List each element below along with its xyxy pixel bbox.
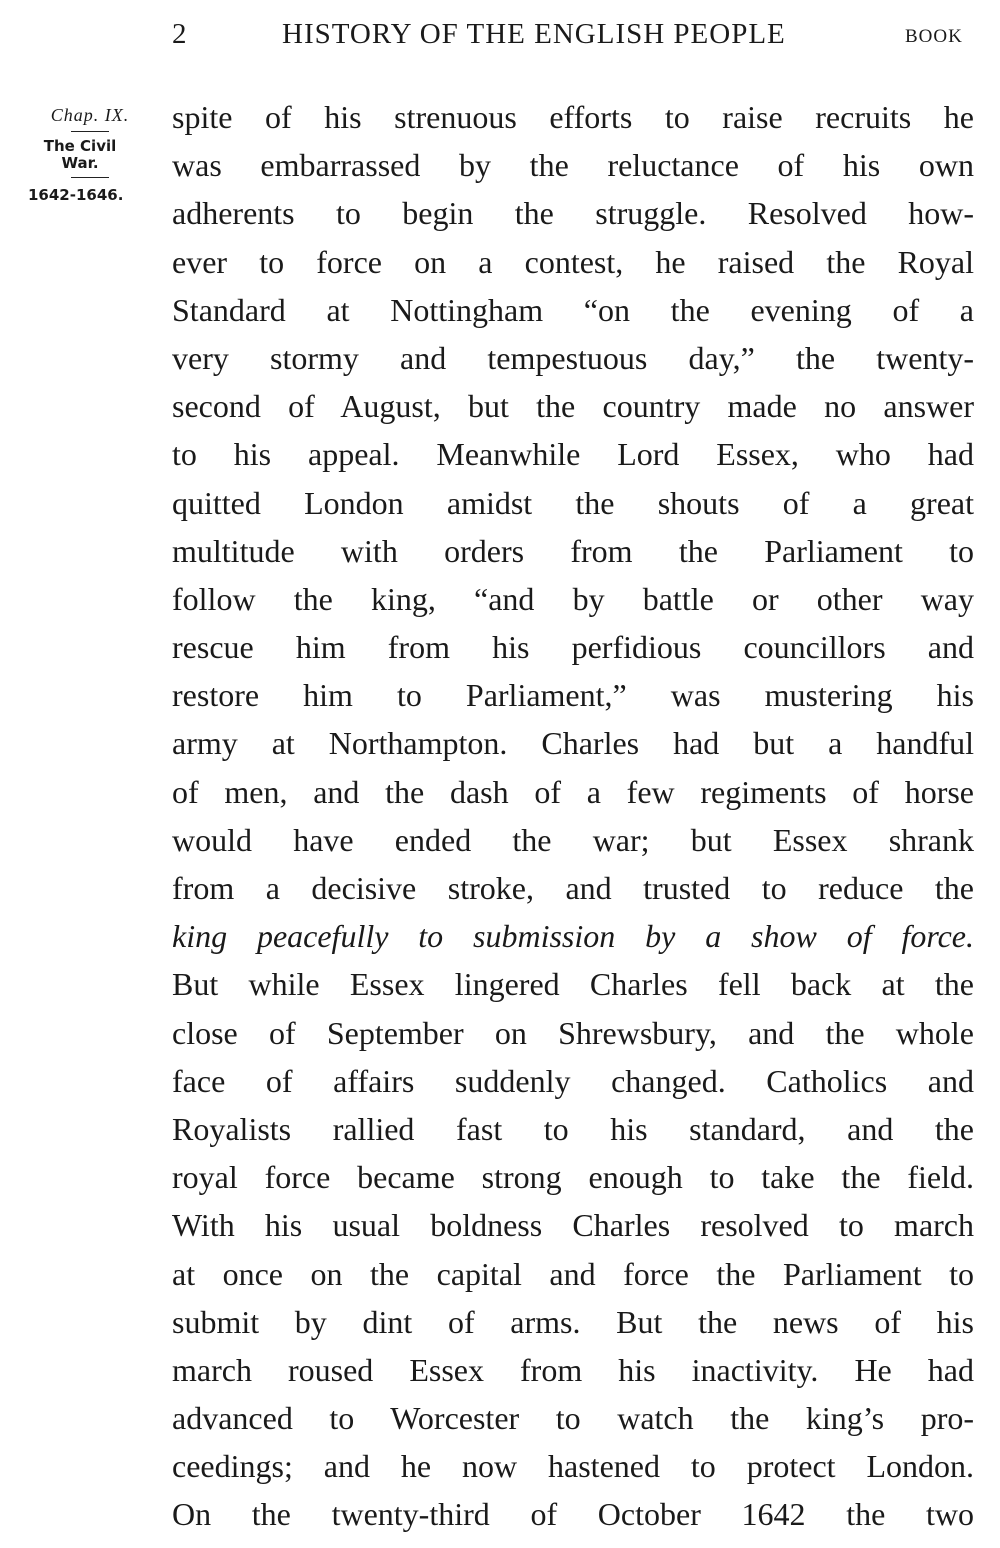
- text-line: restore him to Parliament,” was mustering his: [172, 677, 974, 714]
- text-line: of men, and the dash of a few regiments of horse: [172, 773, 974, 810]
- text-line: was embarrassed by the reluctance of his own: [172, 147, 974, 184]
- book-title: HISTORY OF THE ENGLISH PEOPLE: [282, 18, 786, 50]
- chapter-label: Chap. IX.: [50, 105, 130, 125]
- text-line: from a decisive stroke, and trusted to reduce the: [172, 870, 974, 906]
- section-label: BOOK: [905, 26, 963, 47]
- text-line: army at Northampton. Charles had but a handful: [172, 725, 974, 762]
- text-line: royal force became strong enough to take the field.: [172, 1159, 974, 1196]
- text-line: king peacefully to submission by a show of force.: [172, 918, 974, 955]
- text-line: would have ended the war; but Essex shrank: [172, 821, 974, 858]
- text-line: Royalists rallied fast to his standard, and the: [172, 1110, 974, 1147]
- text-line: ever to force on a contest, he raised the Royal: [172, 243, 974, 280]
- margin-note: [28, 103, 152, 205]
- margin-rule-bottom: [71, 177, 109, 178]
- date-range: 1642-1646.: [28, 186, 124, 204]
- text-line: Standard at Nottingham “on the evening of a: [172, 291, 974, 328]
- text-line: With his usual boldness Charles resolved to march: [172, 1207, 974, 1244]
- text-line: ceedings; and he now hastened to protect London.: [172, 1448, 974, 1485]
- running-head: [0, 18, 1000, 58]
- topic-label: The Civil War.: [43, 137, 117, 172]
- text-line: march roused Essex from his inactivity. He had: [172, 1351, 974, 1388]
- page-number: 2: [172, 18, 188, 50]
- margin-rule-top: [71, 131, 109, 132]
- text-line: second of August, but the country made no answer: [172, 388, 974, 425]
- text-line: very stormy and tempestuous day,” the twenty-: [172, 339, 974, 376]
- text-line: spite of his strenuous efforts to raise recruits he: [172, 99, 974, 135]
- text-line: But while Essex lingered Charles fell back at the: [172, 966, 974, 1003]
- text-line: multitude with orders from the Parliament to: [172, 532, 974, 569]
- text-line: close of September on Shrewsbury, and the whole: [172, 1014, 974, 1051]
- text-line: follow the king, “and by battle or other way: [172, 580, 974, 617]
- text-line: quitted London amidst the shouts of a great: [172, 484, 974, 521]
- text-line: advanced to Worcester to watch the king’s pro-: [172, 1400, 974, 1437]
- text-line: to his appeal. Meanwhile Lord Essex, who had: [172, 436, 974, 473]
- body-text: [172, 93, 974, 1539]
- text-line: adherents to begin the struggle. Resolved how-: [172, 195, 974, 232]
- text-line: rescue him from his perfidious councillors and: [172, 629, 974, 666]
- text-line: submit by dint of arms. But the news of his: [172, 1303, 974, 1340]
- text-line: at once on the capital and force the Parliament to: [172, 1255, 974, 1292]
- text-line: face of affairs suddenly changed. Catholics and: [172, 1062, 974, 1099]
- text-line: On the twenty-third of October 1642 the two: [172, 1496, 974, 1533]
